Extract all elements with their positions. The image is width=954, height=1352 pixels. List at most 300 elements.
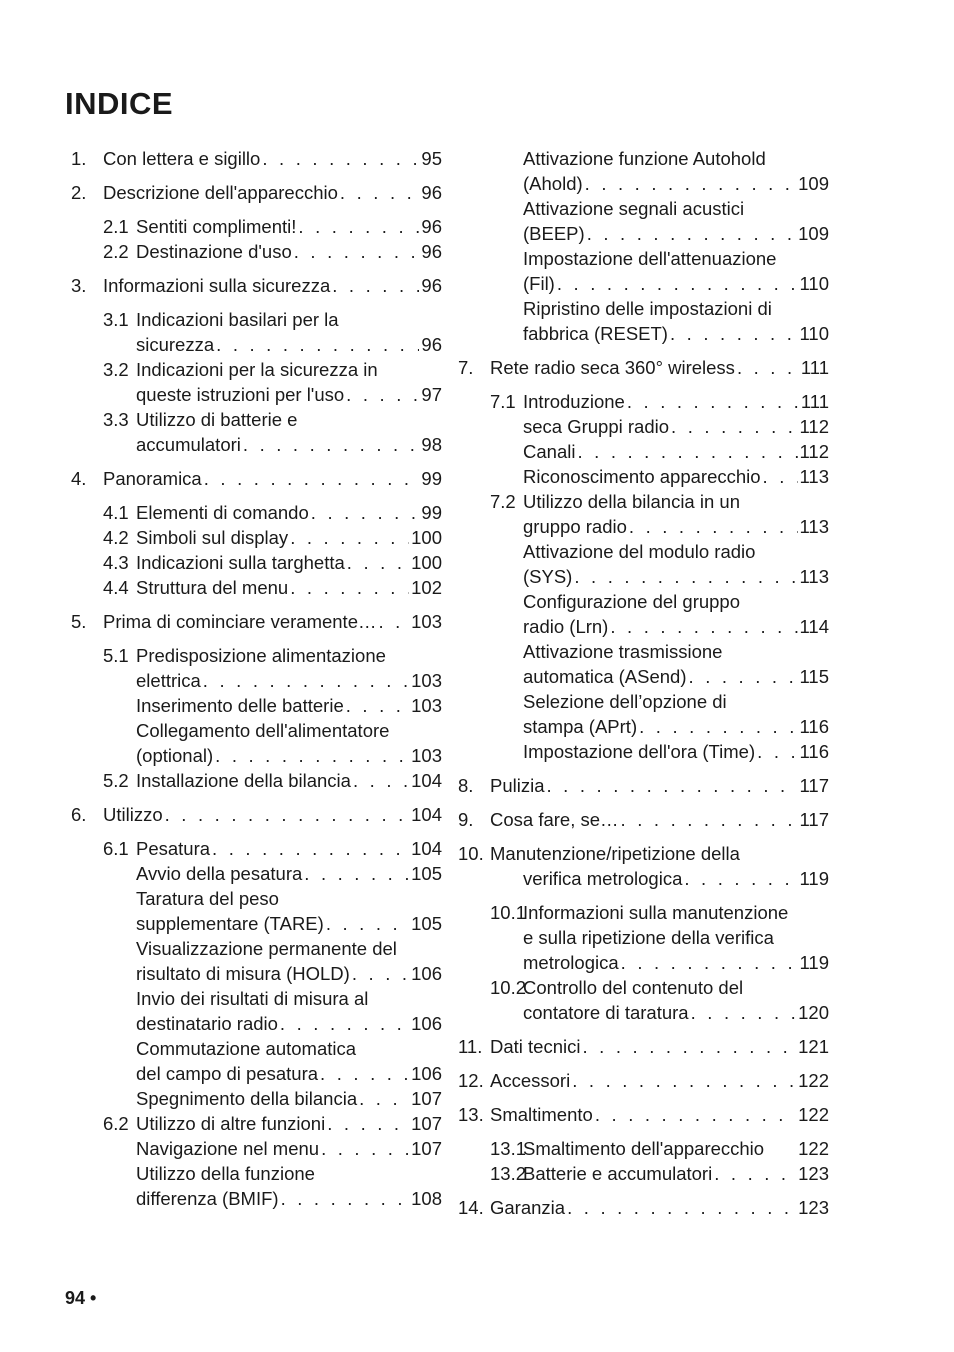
page-title: INDICE [65, 86, 174, 121]
toc-entry-title: Utilizzo della funzione [136, 1163, 315, 1184]
toc-entry-number: 9. [458, 809, 474, 830]
toc-entry[interactable] [71, 575, 442, 600]
toc-entry-page: 96 [421, 275, 442, 296]
toc-entry-page: 106 [411, 963, 442, 984]
toc-entry[interactable] [71, 180, 442, 205]
toc-leader-dots [326, 911, 409, 936]
toc-leader-dots [204, 466, 420, 491]
toc-leader-dots [346, 693, 409, 718]
toc-entry-page: 111 [800, 391, 829, 412]
toc-entry-title: supplementare (TARE) [136, 913, 324, 934]
toc-entry-title: Dati tecnici [490, 1036, 581, 1057]
toc-column-left [71, 146, 442, 1211]
toc-leader-dots [311, 500, 420, 525]
toc-entry-title: verifica metrologica [523, 868, 683, 889]
toc-leader-dots [757, 739, 797, 764]
toc-entry-title: Canali [523, 441, 576, 462]
toc-entry[interactable] [71, 718, 442, 743]
toc-entry[interactable] [71, 961, 442, 986]
toc-entry-title: e sulla ripetizione della verifica [523, 927, 774, 948]
toc-leader-dots [621, 807, 798, 832]
toc-entry[interactable] [71, 1061, 442, 1086]
toc-leader-dots [629, 514, 798, 539]
toc-entry[interactable] [458, 539, 829, 564]
toc-entry[interactable] [71, 382, 442, 407]
toc-entry[interactable] [71, 836, 442, 861]
toc-entry-number: 3.2 [103, 359, 129, 380]
toc-leader-dots [621, 950, 798, 975]
toc-leader-dots [243, 432, 420, 457]
toc-entry-page: 96 [421, 182, 442, 203]
toc-leader-dots [684, 866, 797, 891]
toc-entry[interactable] [71, 273, 442, 298]
toc-entry-title: Descrizione dell'apparecchio [103, 182, 338, 203]
toc-leader-dots [587, 221, 796, 246]
toc-entry-page: 110 [799, 323, 829, 344]
toc-leader-dots [671, 414, 797, 439]
toc-entry-number: 4.3 [103, 552, 129, 573]
toc-entry[interactable] [71, 936, 442, 961]
toc-entry[interactable] [71, 1136, 442, 1161]
toc-entry-title: Attivazione funzione Autohold [523, 148, 766, 169]
toc-entry-number: 4.2 [103, 527, 129, 548]
toc-entry[interactable] [458, 221, 829, 246]
toc-entry[interactable] [71, 609, 442, 634]
toc-entry[interactable] [458, 1000, 829, 1025]
toc-entry-title: Utilizzo [103, 804, 163, 825]
toc-entry-number: 4.4 [103, 577, 129, 598]
toc-entry-title: (optional) [136, 745, 214, 766]
toc-entry-title: Informazioni sulla sicurezza [103, 275, 331, 296]
toc-entry-number: 10. [458, 843, 484, 864]
toc-entry-page: 123 [798, 1163, 829, 1184]
toc-entry-page: 104 [411, 770, 442, 791]
toc-leader-dots [567, 1195, 796, 1220]
toc-leader-dots [347, 550, 409, 575]
toc-entry-title: Batterie e accumulatori [523, 1163, 713, 1184]
toc-leader-dots [340, 180, 420, 205]
toc-entry-title: Attivazione del modulo radio [523, 541, 756, 562]
toc-entry[interactable] [71, 1111, 442, 1136]
toc-leader-dots [320, 1061, 409, 1086]
toc-entry[interactable] [458, 639, 829, 664]
toc-entry-title: del campo di pesatura [136, 1063, 319, 1084]
toc-leader-dots [332, 273, 419, 298]
toc-entry-page: 116 [799, 716, 829, 737]
toc-entry-page: 112 [799, 441, 829, 462]
toc-entry-title: Accessori [490, 1070, 571, 1091]
toc-entry-number: 1. [71, 148, 87, 169]
toc-entry-title: Controllo del contenuto del [523, 977, 744, 998]
toc-entry-page: 119 [799, 952, 829, 973]
toc-entry-page: 122 [798, 1138, 829, 1159]
toc-entry-title: Indicazioni sulla targhetta [136, 552, 345, 573]
toc-entry-title: (Fil) [523, 273, 555, 294]
toc-entry-title: sicurezza [136, 334, 215, 355]
toc-leader-dots [572, 1068, 796, 1093]
toc-entry-number: 13.2 [490, 1163, 527, 1184]
toc-entry-page: 113 [799, 466, 829, 487]
toc-entry-title: Avvio della pesatura [136, 863, 303, 884]
toc-entry[interactable] [458, 1034, 829, 1059]
toc-leader-dots [359, 1086, 409, 1111]
toc-entry-page: 123 [798, 1197, 829, 1218]
toc-entry-number: 14. [458, 1197, 484, 1218]
toc-entry-page: 105 [411, 863, 442, 884]
toc-entry-page: 117 [799, 775, 829, 796]
toc-leader-dots [294, 239, 420, 264]
toc-leader-dots [281, 1186, 410, 1211]
toc-entry-title: Sentiti complimenti! [136, 216, 297, 237]
toc-entry-page: 104 [411, 804, 442, 825]
toc-entry-page: 100 [411, 552, 442, 573]
toc-entry-title: Commutazione automatica [136, 1038, 357, 1059]
toc-leader-dots [557, 271, 798, 296]
toc-entry-page: 117 [799, 809, 829, 830]
toc-entry-title: Impostazione dell'ora (Time) [523, 741, 756, 762]
toc-entry-title: differenza (BMIF) [136, 1188, 279, 1209]
toc-leader-dots [321, 1136, 409, 1161]
toc-entry-title: Cosa fare, se… [490, 809, 619, 830]
toc-entry-number: 13.1 [490, 1138, 527, 1159]
toc-entry-number: 3.3 [103, 409, 129, 430]
toc-entry-number: 2.1 [103, 216, 129, 237]
toc-entry-number: 6. [71, 804, 87, 825]
toc-entry-page: 102 [411, 577, 442, 598]
toc-entry[interactable] [458, 1068, 829, 1093]
toc-entry[interactable] [71, 332, 442, 357]
toc-leader-dots [352, 961, 409, 986]
toc-entry-page: 98 [421, 434, 442, 455]
toc-entry[interactable] [458, 689, 829, 714]
toc-entry-title: Installazione della bilancia [136, 770, 351, 791]
toc-entry-number: 7.2 [490, 491, 516, 512]
toc-entry-page: 114 [799, 616, 829, 637]
toc-entry[interactable] [458, 773, 829, 798]
toc-entry[interactable] [71, 643, 442, 668]
toc-leader-dots [574, 564, 797, 589]
toc-entry-number: 2. [71, 182, 87, 203]
toc-entry-title: Rete radio seca 360° wireless [490, 357, 735, 378]
toc-entry-page: 104 [411, 838, 442, 859]
toc-entry-number: 12. [458, 1070, 484, 1091]
toc-entry-title: Pulizia [490, 775, 545, 796]
toc-entry-page: 97 [421, 384, 442, 405]
toc-entry[interactable] [458, 196, 829, 221]
toc-entry-title: Pesatura [136, 838, 211, 859]
toc-entry[interactable] [71, 768, 442, 793]
toc-entry[interactable] [458, 171, 829, 196]
toc-entry-title: stampa (APrt) [523, 716, 638, 737]
toc-entry[interactable] [458, 925, 829, 950]
toc-entry[interactable] [458, 489, 829, 514]
toc-entry[interactable] [71, 239, 442, 264]
toc-leader-dots [737, 355, 799, 380]
toc-entry-title: Indicazioni per la sicurezza in [136, 359, 378, 380]
toc-entry-title: Configurazione del gruppo [523, 591, 741, 612]
toc-entry[interactable] [71, 357, 442, 382]
toc-entry-title: Manutenzione/ripetizione della [490, 843, 740, 864]
toc-entry[interactable] [458, 739, 829, 764]
toc-entry-number: 5.1 [103, 645, 129, 666]
toc-entry-page: 96 [421, 216, 442, 237]
toc-entry-title: Elementi di comando [136, 502, 309, 523]
toc-entry-page: 103 [411, 745, 442, 766]
toc-leader-dots [165, 802, 410, 827]
toc-entry-number: 4.1 [103, 502, 129, 523]
toc-entry-page: 108 [411, 1188, 442, 1209]
toc-leader-dots [670, 321, 798, 346]
toc-entry-page: 113 [799, 516, 829, 537]
toc-entry-page: 107 [411, 1088, 442, 1109]
toc-leader-dots [353, 768, 409, 793]
toc-entry-page: 121 [798, 1036, 829, 1057]
toc-entry-page: 119 [799, 868, 829, 889]
toc-entry-number: 3.1 [103, 309, 129, 330]
toc-entry-title: Attivazione segnali acustici [523, 198, 745, 219]
toc-leader-dots [290, 575, 409, 600]
toc-entry-title: radio (Lrn) [523, 616, 609, 637]
toc-entry-title: Informazioni sulla manutenzione [523, 902, 789, 923]
toc-leader-dots [547, 773, 798, 798]
toc-entry[interactable] [458, 146, 829, 171]
toc-leader-dots [595, 1102, 796, 1127]
toc-entry[interactable] [71, 307, 442, 332]
toc-entry-title: metrologica [523, 952, 619, 973]
toc-entry[interactable] [458, 355, 829, 380]
toc-entry-title: Prima di cominciare veramente… [103, 611, 377, 632]
toc-entry[interactable] [71, 1161, 442, 1186]
toc-entry[interactable] [71, 407, 442, 432]
toc-entry-page: 115 [799, 666, 829, 687]
toc-leader-dots [627, 389, 799, 414]
toc-entry[interactable] [71, 466, 442, 491]
toc-entry-title: destinatario radio [136, 1013, 278, 1034]
toc-leader-dots [582, 1034, 796, 1059]
toc-entry-page: 106 [411, 1013, 442, 1034]
toc-entry-page: 112 [799, 416, 829, 437]
toc-entry[interactable] [458, 514, 829, 539]
toc-entry-page: 100 [411, 527, 442, 548]
toc-entry-page: 107 [411, 1113, 442, 1134]
toc-leader-dots [610, 614, 797, 639]
toc-entry-page: 111 [800, 357, 829, 378]
toc-entry-title: Impostazione dell'attenuazione [523, 248, 777, 269]
toc-entry[interactable] [71, 1011, 442, 1036]
toc-entry-number: 4. [71, 468, 87, 489]
toc-entry[interactable] [458, 950, 829, 975]
toc-entry-title: Attivazione trasmissione [523, 641, 723, 662]
toc-leader-dots [689, 664, 798, 689]
toc-entry-title: Simboli sul display [136, 527, 289, 548]
toc-entry-page: 96 [421, 241, 442, 262]
toc-entry-title: Taratura del peso [136, 888, 279, 909]
toc-entry[interactable] [458, 296, 829, 321]
toc-leader-dots [290, 525, 409, 550]
toc-entry[interactable] [71, 525, 442, 550]
page-number: 94 • [65, 1288, 97, 1308]
toc-entry-title: Utilizzo di altre funzioni [136, 1113, 326, 1134]
toc-entry[interactable] [458, 664, 829, 689]
toc-entry[interactable] [458, 271, 829, 296]
toc-entry[interactable] [458, 1136, 829, 1161]
toc-entry-title: seca Gruppi radio [523, 416, 670, 437]
toc-entry-title: Predisposizione alimentazione [136, 645, 386, 666]
toc-entry[interactable] [458, 464, 829, 489]
toc-leader-dots [304, 861, 409, 886]
toc-entry[interactable] [458, 841, 829, 866]
toc-entry-title: Smaltimento dell'apparecchio [523, 1138, 765, 1159]
toc-entry[interactable] [71, 743, 442, 768]
toc-entry-number: 8. [458, 775, 474, 796]
toc-entry-title: Garanzia [490, 1197, 566, 1218]
toc-entry-number: 11. [458, 1036, 483, 1057]
toc-entry[interactable] [458, 439, 829, 464]
toc-entry[interactable] [71, 146, 442, 171]
toc-leader-dots [691, 1000, 797, 1025]
toc-entry[interactable] [71, 1086, 442, 1111]
toc-entry-page: 106 [411, 1063, 442, 1084]
toc-entry[interactable] [458, 807, 829, 832]
toc-entry-number: 5. [71, 611, 87, 632]
toc-entry[interactable] [71, 802, 442, 827]
toc-entry-title: Utilizzo della bilancia in un [523, 491, 740, 512]
toc-entry-page: 103 [411, 695, 442, 716]
toc-entry[interactable] [458, 1102, 829, 1127]
toc-leader-dots [714, 1161, 796, 1186]
toc-entry-title: Destinazione d'uso [136, 241, 292, 262]
toc-entry-title: Smaltimento [490, 1104, 593, 1125]
toc-entry-page: 109 [798, 223, 829, 244]
toc-entry-page: 122 [798, 1070, 829, 1091]
toc-entry[interactable] [458, 975, 829, 1000]
toc-entry-title: (BEEP) [523, 223, 585, 244]
toc-entry-title: accumulatori [136, 434, 241, 455]
toc-entry[interactable] [71, 668, 442, 693]
toc-leader-dots [203, 668, 409, 693]
toc-entry[interactable] [71, 550, 442, 575]
toc-entry-number: 3. [71, 275, 87, 296]
toc-entry-title: Panoramica [103, 468, 202, 489]
toc-entry-page: 95 [421, 148, 442, 169]
toc-entry-page: 103 [411, 611, 442, 632]
toc-entry-number: 5.2 [103, 770, 129, 791]
toc-leader-dots [298, 214, 419, 239]
toc-entry-title: queste istruzioni per l'uso [136, 384, 345, 405]
toc-leader-dots [262, 146, 419, 171]
toc-entry-page: 107 [411, 1138, 442, 1159]
toc-entry[interactable] [71, 500, 442, 525]
toc-entry-number: 7.1 [490, 391, 516, 412]
toc-entry-page: 110 [799, 273, 829, 294]
toc-entry[interactable] [458, 614, 829, 639]
toc-entry-number: 7. [458, 357, 474, 378]
toc-entry-title: Collegamento dell'alimentatore [136, 720, 390, 741]
toc-leader-dots [212, 836, 409, 861]
toc-entry[interactable] [458, 414, 829, 439]
toc-entry-page: 120 [798, 1002, 829, 1023]
toc-entry[interactable] [71, 1186, 442, 1211]
toc-entry-title: gruppo radio [523, 516, 627, 537]
toc-entry-page: 113 [799, 566, 829, 587]
toc-entry-title: Struttura del menu [136, 577, 289, 598]
toc-column-right [458, 146, 829, 1220]
toc-entry-number: 10.1 [490, 902, 527, 923]
toc-entry-title: Visualizzazione permanente del [136, 938, 397, 959]
toc-entry-page: 99 [421, 468, 442, 489]
toc-leader-dots [378, 609, 409, 634]
toc-entry-number: 6.2 [103, 1113, 129, 1134]
toc-entry-number: 2.2 [103, 241, 129, 262]
toc-entry-title: Selezione dell’opzione di [523, 691, 727, 712]
toc-entry[interactable] [458, 246, 829, 271]
toc-entry-page: 122 [798, 1104, 829, 1125]
toc-entry-number: 10.2 [490, 977, 527, 998]
toc-entry-title: automatica (ASend) [523, 666, 687, 687]
toc-entry-title: contatore di taratura [523, 1002, 689, 1023]
toc-entry-page: 116 [799, 741, 829, 762]
toc-entry[interactable] [71, 693, 442, 718]
toc-entry[interactable] [458, 564, 829, 589]
toc-entry-page: 103 [411, 670, 442, 691]
toc-leader-dots [215, 743, 409, 768]
toc-entry-title: Inserimento delle batterie [136, 695, 344, 716]
toc-leader-dots [216, 332, 419, 357]
toc-entry[interactable] [458, 714, 829, 739]
toc-entry-page: 99 [421, 502, 442, 523]
toc-entry-title: risultato di misura (HOLD) [136, 963, 350, 984]
toc-entry[interactable] [458, 321, 829, 346]
toc-entry-title: elettrica [136, 670, 201, 691]
toc-entry[interactable] [458, 900, 829, 925]
toc-leader-dots [327, 1111, 409, 1136]
toc-entry-title: Spegnimento della bilancia [136, 1088, 358, 1109]
toc-leader-dots [280, 1011, 409, 1036]
toc-entry-title: Indicazioni basilari per la [136, 309, 339, 330]
toc-entry-title: (Ahold) [523, 173, 583, 194]
toc-leader-dots [585, 171, 796, 196]
toc-entry[interactable] [458, 389, 829, 414]
toc-entry-title: (SYS) [523, 566, 573, 587]
toc-entry-page: 96 [421, 334, 442, 355]
toc-entry[interactable] [71, 861, 442, 886]
toc-entry[interactable] [458, 1195, 829, 1220]
toc-entry[interactable] [71, 1036, 442, 1061]
toc-leader-dots [577, 439, 797, 464]
toc-entry[interactable] [458, 1161, 829, 1186]
toc-entry-number: 6.1 [103, 838, 129, 859]
toc-entry-title: Utilizzo di batterie e [136, 409, 298, 430]
toc-entry-title: Con lettera e sigillo [103, 148, 261, 169]
toc-entry[interactable] [458, 589, 829, 614]
toc-entry[interactable] [71, 432, 442, 457]
toc-entry-title: Ripristino delle impostazioni di [523, 298, 772, 319]
toc-entry[interactable] [71, 214, 442, 239]
toc-entry[interactable] [71, 886, 442, 911]
toc-entry-number: 13. [458, 1104, 484, 1125]
toc-entry[interactable] [71, 986, 442, 1011]
toc-leader-dots [763, 464, 798, 489]
toc-entry[interactable] [458, 866, 829, 891]
toc-entry[interactable] [71, 911, 442, 936]
toc-entry-page: 109 [798, 173, 829, 194]
toc-leader-dots [346, 382, 419, 407]
toc-entry-title: fabbrica (RESET) [523, 323, 668, 344]
toc-entry-title: Introduzione [523, 391, 625, 412]
toc-leader-dots [639, 714, 797, 739]
toc-entry-title: Riconoscimento apparecchio [523, 466, 761, 487]
toc-entry-title: Navigazione nel menu [136, 1138, 320, 1159]
